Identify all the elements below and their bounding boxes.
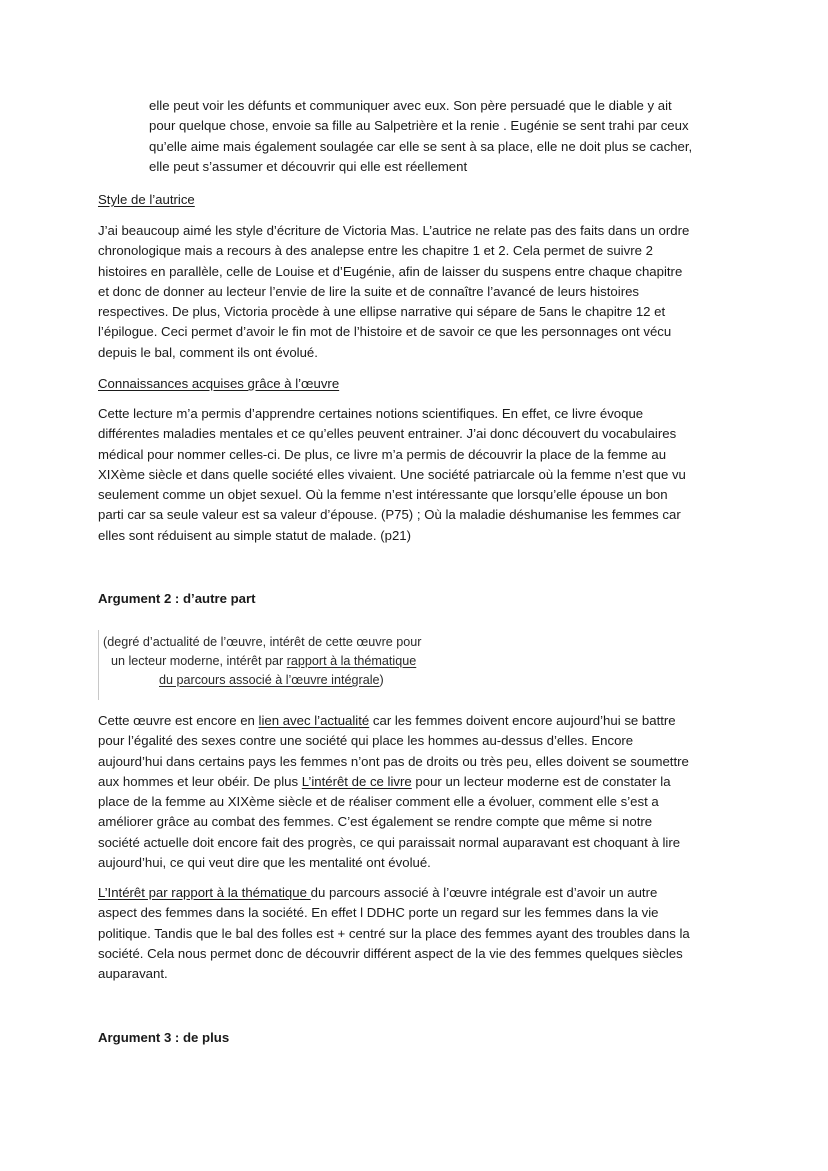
text-line: [98, 772, 738, 792]
section-heading: Connaissances acquises grâce à l’œuvre: [98, 376, 340, 391]
argument-heading: Argument 3 : de plus: [98, 1030, 230, 1045]
text-line: histoires en parallèle, celle de Louise et d’Eugénie, afin de laisser du suspens entre chaque chapitre: [98, 263, 683, 279]
argument-heading: Argument 2 : d’autre part: [98, 591, 256, 606]
argument3-heading: [98, 1028, 738, 1048]
underlined-text: lien avec l’actualité: [258, 713, 370, 728]
text-line: respectives. De plus, Victoria procède à une ellipse narrative qui sépare de 5ans le chapitre 12 et: [98, 304, 666, 320]
text-line: aspect des femmes dans la société. En effet l DDHC porte un regard sur les femmes dans la vie: [98, 905, 659, 921]
text-line: chronologique mais a recours à des analepse entre les chapitre 1 et 2. Cela permet de suivre 2: [98, 243, 653, 259]
text-line: place de la femme au XIXème siècle et de réaliser comment elle a évoluer, comment elle s’est a: [98, 794, 659, 810]
text-line: pour l’égalité des sexes contre une société qui place les hommes au-dessus d’elles. Encore: [98, 733, 634, 749]
text-line: médical pour nommer celles-ci. De plus, ce livre m’a permis de découvrir la place de la femme au: [98, 446, 667, 462]
text-line: aujourd’hui dans certains pays les femmes n’ont pas de droits ou très peu, elles doivent se soumettre: [98, 753, 689, 769]
text-run: pour un lecteur moderne est de constater la: [411, 773, 671, 789]
text-line: J’ai beaucoup aimé les style d’écriture de Victoria Mas. L’autrice ne relate pas des faits dans un ordre: [98, 223, 690, 238]
text-run: du parcours associé à l’œuvre intégrale est d’avoir un autre: [310, 885, 658, 900]
note-underlined-text: rapport à la thématique: [286, 654, 417, 668]
text-line: seulement comme un objet sexuel. Où la femme n’est intéressante que lorsqu’elle épouse un bon: [98, 487, 668, 503]
text-line: Cette lecture m’a permis d’apprendre certaines notions scientifiques. En effet, ce livre évoque: [98, 406, 644, 421]
text-line: politique. Tandis que le bal des folles est + centré sur la place des femmes ayant des troubles dans la: [98, 925, 690, 941]
knowledge-section-body: [98, 404, 738, 546]
text-line: société. Cela nous permet donc de découvrir différent aspect de la vie des femmes quelques siècles: [98, 945, 683, 961]
note-text: ): [379, 673, 384, 687]
intro-paragraph: [149, 96, 741, 177]
underlined-text: L’intérêt de ce livre: [301, 773, 412, 789]
text-line: et donc de donner au lecteur l’envie de lire la suite et de connaître l’avancé de leurs histoires: [98, 283, 640, 299]
text-line: qu’elle aime mais également soulagée car elle se sent à sa place, elle ne doit plus se cacher,: [149, 138, 693, 154]
text-line: parti car sa seule valeur est sa valeur d’épouse. (P75) ; Où la maladie déshumanise les femmes car: [98, 507, 681, 523]
text-line: améliorer grâce au combat des femmes. C’est également se rendre compte que même si notre: [98, 814, 653, 830]
note-underlined-text: du parcours associé à l’œuvre intégrale: [159, 673, 380, 687]
text-line: depuis le bal, comment ils ont évolué.: [98, 344, 318, 360]
argument2-heading: [98, 589, 738, 609]
note-text: un lecteur moderne, intérêt par: [111, 654, 287, 668]
note-line: [159, 671, 384, 690]
section-heading: Style de l’autrice: [98, 192, 195, 207]
underlined-text: L’Intérêt par rapport à la thématique: [98, 885, 311, 900]
note-line: (degré d’actualité de l’œuvre, intérêt de cette œuvre pour: [103, 635, 422, 649]
text-line: elle peut voir les défunts et communiquer avec eux. Son père persuadé que le diable y ait: [149, 98, 672, 113]
argument2-paragraph2: [98, 883, 738, 984]
text-line: XIXème siècle et dans quelle société elles vivaient. Une société patriarcale où la femme n’est que vu: [98, 466, 686, 482]
text-run: Cette œuvre est encore en: [98, 713, 259, 728]
text-line: [98, 883, 738, 903]
text-line: pour quelque chose, envoie sa fille au Salpetrière et la renie . Eugénie se sent trahi par ceux: [149, 118, 689, 134]
instruction-note: [98, 630, 459, 700]
text-line: aujourd’hui, ce qui veut dire que les mentalité ont évolué.: [98, 855, 431, 871]
text-line: différentes maladies mentales et ce qu’elles peuvent entrainer. J’ai donc découvert du vocabulaires: [98, 426, 677, 442]
text-run: aux hommes et leur obéir. De plus: [98, 773, 302, 789]
text-line: l’épilogue. Ceci permet d’avoir le fin mot de l’histoire et de savoir ce que les personnages ont vécu: [98, 324, 672, 340]
text-line: société actuelle doit encore fait des progrès, ce qui paraissait normal auparavant est choquant à lire: [98, 834, 681, 850]
text-run: car les femmes doivent encore aujourd’hui se battre: [369, 713, 676, 728]
text-line: [98, 711, 738, 731]
argument2-paragraph1: [98, 711, 738, 873]
knowledge-section-heading: [98, 374, 738, 394]
text-line: auparavant.: [98, 966, 168, 982]
text-line: elle peut s’assumer et découvrir qui elle est réellement: [149, 158, 468, 174]
style-section-heading: [98, 190, 738, 210]
text-line: elles sont réduisent au simple statut de malade. (p21): [98, 527, 412, 543]
note-line: [111, 652, 416, 671]
style-section-body: [98, 221, 738, 363]
